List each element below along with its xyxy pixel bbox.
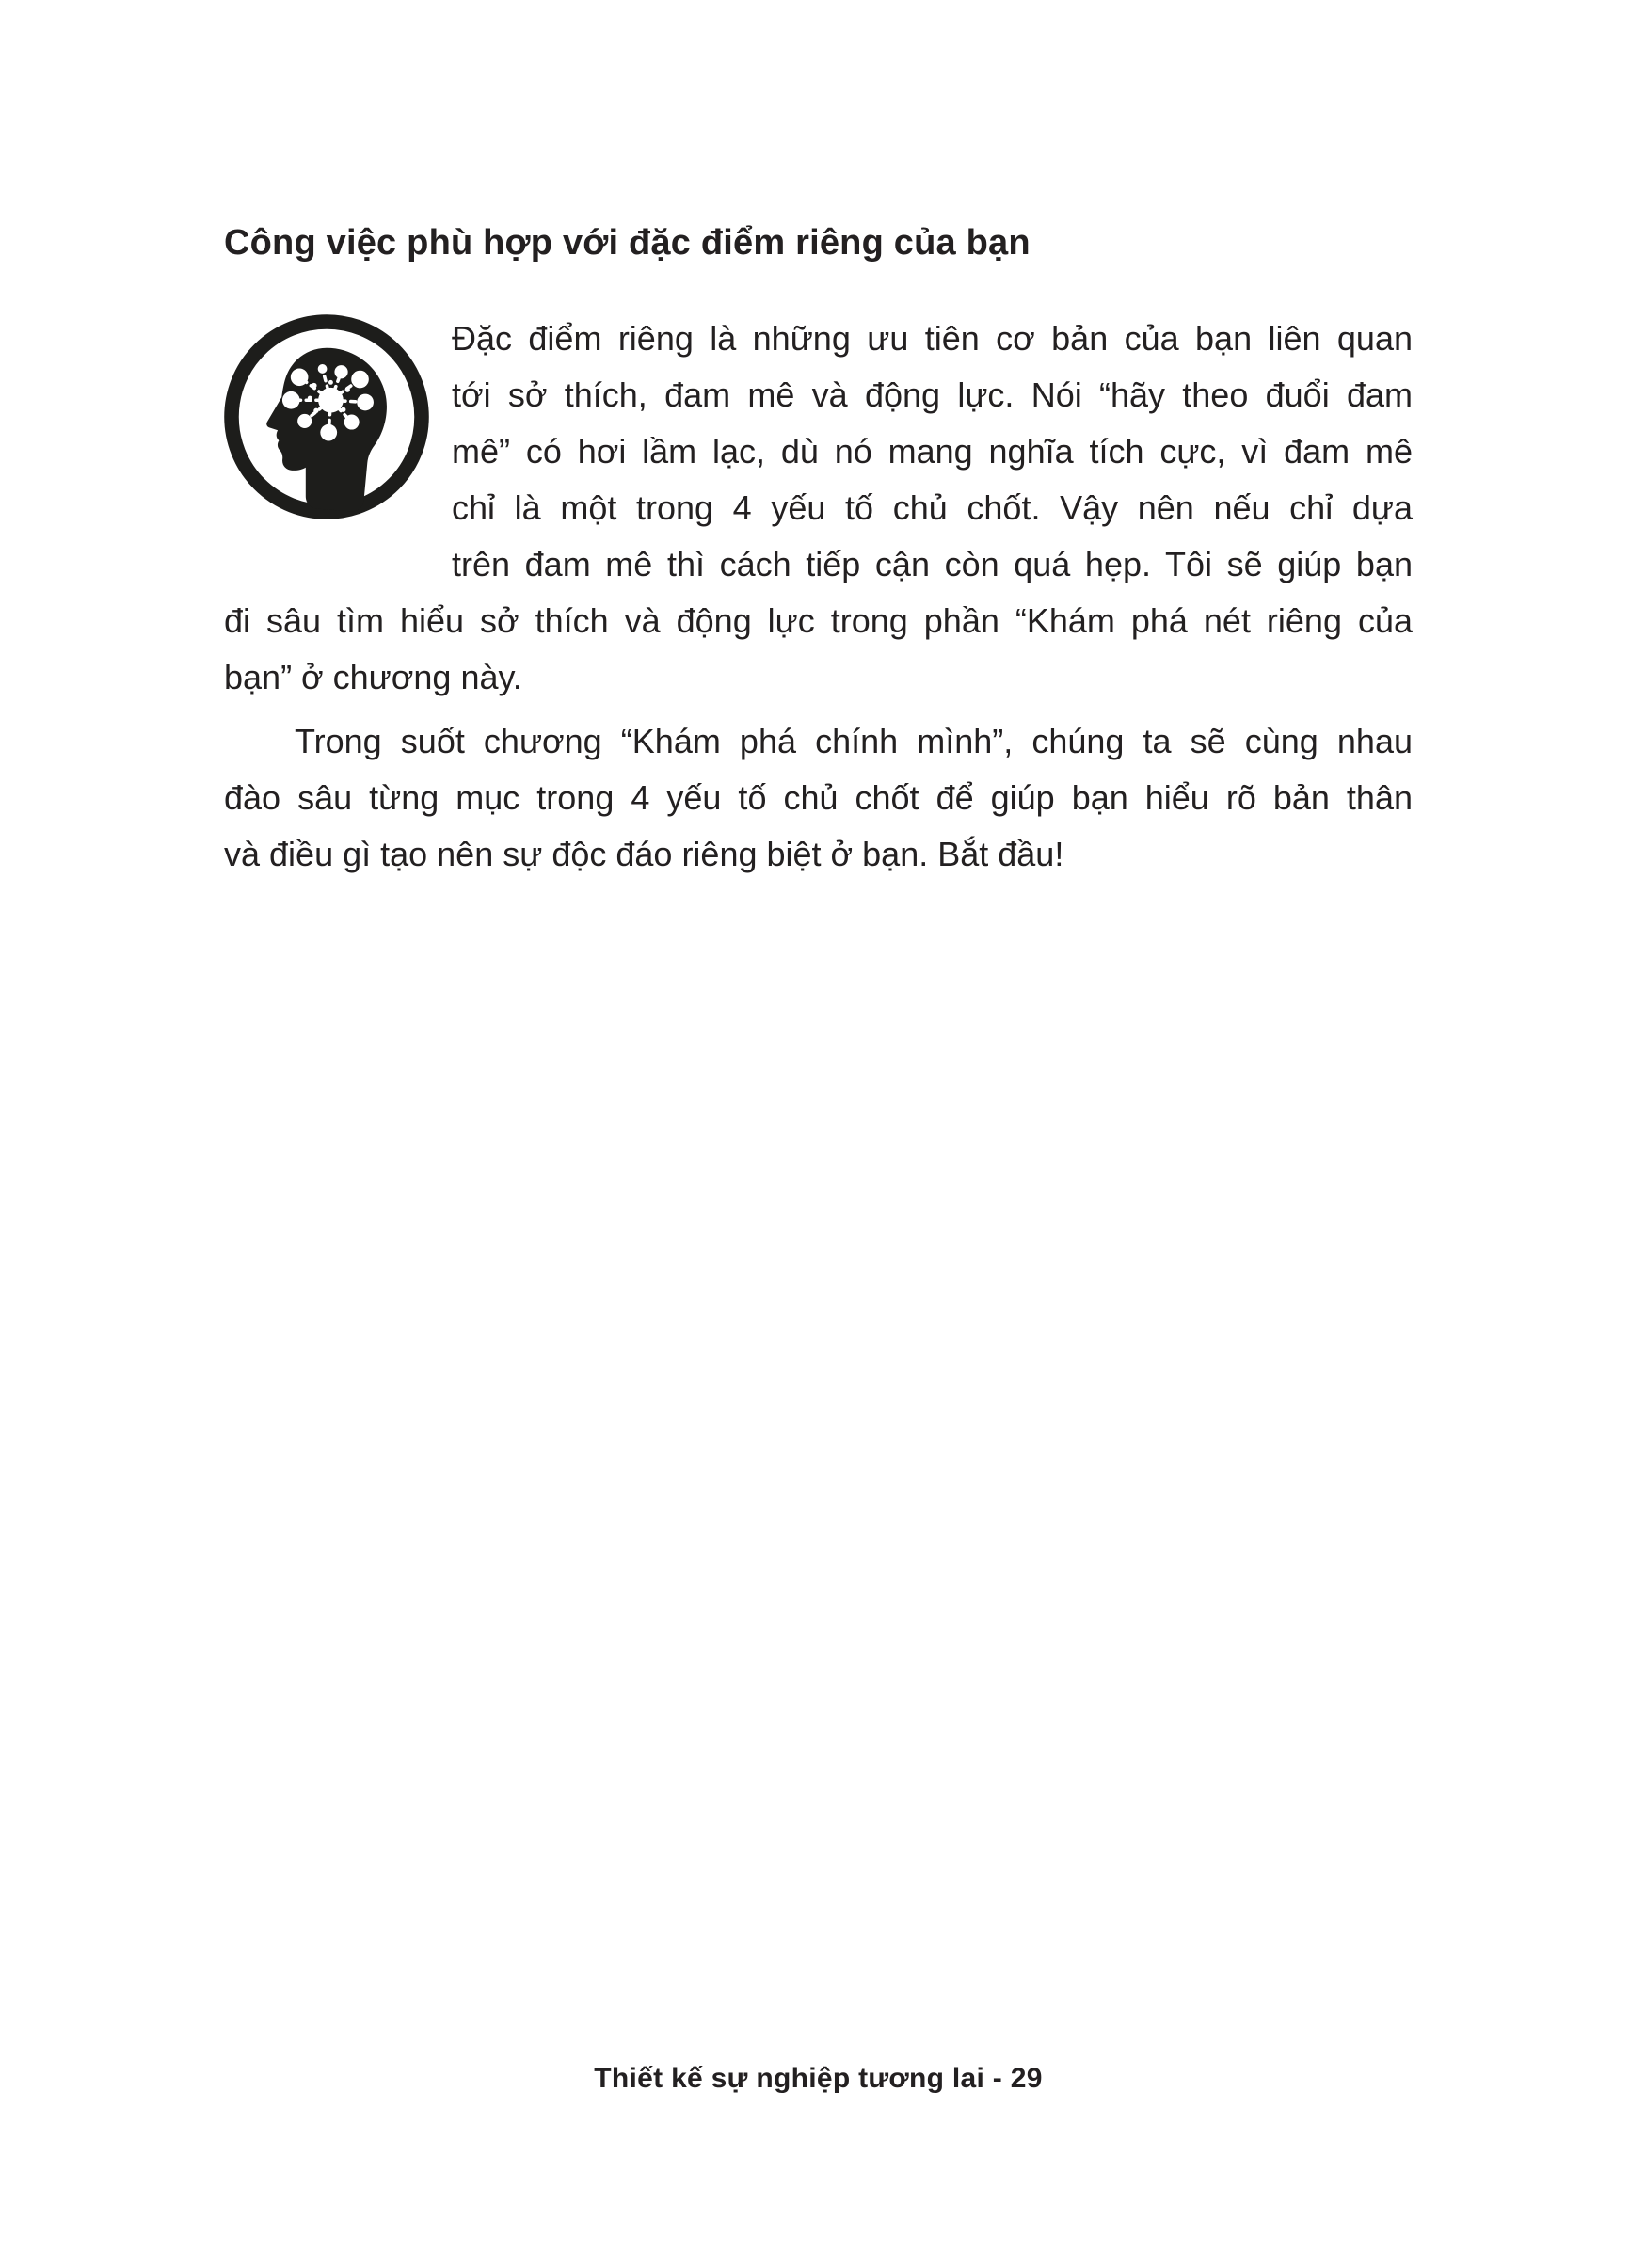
paragraph-2 (224, 713, 1413, 883)
paragraph-line: Trong suốt chương “Khám phá chính mình”, chúng ta sẽ cùng nhau (295, 722, 1413, 760)
paragraph-line: bạn” ở chương này. (224, 658, 522, 696)
paragraph-1 (224, 311, 1413, 706)
paragraph-line: chỉ là một trong 4 yếu tố chủ chốt. Vậy nên nếu chỉ dựa (452, 488, 1413, 527)
paragraph-line: và điều gì tạo nên sự độc đáo riêng biệt ở bạn. Bắt đầu! (224, 835, 1064, 873)
page-footer: Thiết kế sự nghiệp tương lai - 29 (594, 2063, 1043, 2094)
paragraph-line: đào sâu từng mục trong 4 yếu tố chủ chốt để giúp bạn hiểu rõ bản thân (224, 778, 1413, 817)
paragraph-line: Đặc điểm riêng là những ưu tiên cơ bản của bạn liên quan (452, 319, 1413, 358)
paragraph-line: trên đam mê thì cách tiếp cận còn quá hẹp. Tôi sẽ giúp bạn (452, 545, 1413, 583)
paragraph-line: mê” có hơi lầm lạc, dù nó mang nghĩa tích cực, vì đam mê (452, 432, 1413, 471)
paragraph-line: đi sâu tìm hiểu sở thích và động lực trong phần “Khám phá nét riêng của (224, 601, 1413, 640)
paragraph-line: tới sở thích, đam mê và động lực. Nói “hãy theo đuổi đam (452, 375, 1413, 414)
section-heading: Công việc phù hợp với đặc điểm riêng của bạn (224, 223, 1031, 263)
